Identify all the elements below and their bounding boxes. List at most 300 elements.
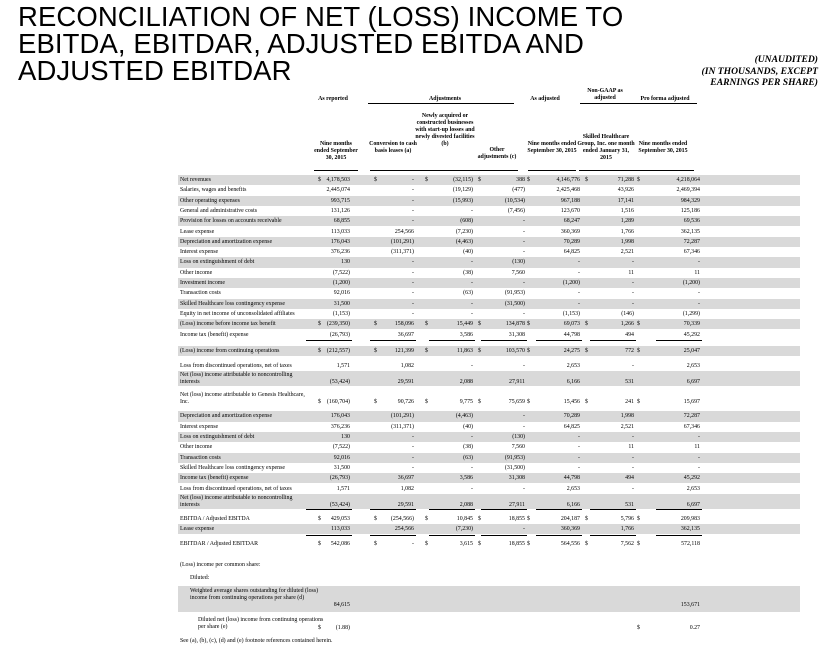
column-header: Conversion to cash basis leases (a) — [369, 141, 417, 154]
table-cell: (1,299) — [682, 310, 700, 317]
table-cell: (311,371) — [391, 249, 414, 256]
table-cell: - — [578, 464, 580, 471]
table-cell: 70,289 — [563, 238, 580, 245]
table-cell: - — [523, 485, 525, 492]
table-cell: 7,562 — [620, 541, 634, 548]
header-rule — [580, 103, 697, 104]
table-cell: 67,346 — [683, 423, 700, 430]
row-label: General and administrative costs — [180, 207, 258, 214]
table-cell: - — [632, 454, 634, 461]
row-label: Transaction costs — [180, 454, 221, 461]
table-cell: - — [523, 218, 525, 225]
table-cell: 45,292 — [683, 331, 700, 338]
total-rule — [481, 535, 527, 536]
table-cell: - — [578, 300, 580, 307]
dollar-sign: $ — [527, 321, 530, 328]
row-label: Net revenues — [180, 177, 211, 183]
table-cell: 360,369 — [560, 526, 580, 533]
table-cell: 64,825 — [563, 423, 580, 430]
table-cell: (63) — [463, 454, 473, 461]
eps-per-share-proforma: 0.27 — [689, 625, 700, 632]
total-rule — [370, 340, 416, 341]
dollar-sign: $ — [425, 541, 428, 548]
column-header-rule — [579, 170, 633, 171]
table-cell: 11 — [694, 269, 700, 276]
table-cell: - — [698, 259, 700, 266]
table-cell: - — [412, 177, 414, 183]
row-label: Income tax (benefit) expense — [180, 331, 249, 338]
table-cell: 2,653 — [566, 363, 580, 370]
table-cell: - — [412, 218, 414, 225]
table-cell: (1,200) — [682, 280, 700, 286]
row-label: Other income — [180, 444, 213, 451]
dollar-sign: $ — [478, 321, 481, 328]
row-label: Depreciation and amortization expense — [180, 238, 273, 245]
row-label: Lease expense — [180, 228, 215, 235]
table-cell: - — [471, 259, 473, 266]
table-cell: (32,115) — [453, 177, 473, 183]
table-cell: 125,186 — [680, 207, 700, 214]
dollar-sign: $ — [637, 321, 640, 328]
total-rule — [536, 509, 582, 510]
table-cell: (31,500) — [504, 300, 525, 307]
column-header-rule — [528, 170, 576, 171]
table-cell: (1,200) — [562, 280, 580, 286]
table-cell: 9,775 — [459, 399, 473, 406]
table-cell: 1,082 — [400, 363, 414, 370]
table-cell: 11 — [628, 444, 634, 451]
dollar-sign: $ — [318, 541, 321, 548]
row-label: Loss from discontinued operations, net of taxes — [180, 485, 292, 492]
table-cell: 130 — [341, 259, 350, 266]
row-label: Skilled Healthcare loss contingency expense — [180, 300, 286, 307]
table-cell: 4,178,503 — [326, 177, 350, 183]
table-cell: - — [578, 290, 580, 297]
table-cell: 11,863 — [457, 347, 473, 354]
table-cell: - — [471, 434, 473, 440]
table-cell: (38) — [463, 269, 473, 276]
table-cell: 69,073 — [563, 321, 580, 328]
table-cell: 72,287 — [683, 413, 700, 420]
table-cell: (91,953) — [504, 290, 525, 297]
table-cell: - — [471, 300, 473, 307]
table-cell: (4,463) — [455, 413, 473, 420]
dollar-sign: $ — [585, 347, 588, 354]
table-cell: 15,449 — [456, 321, 473, 328]
table-cell: 2,653 — [566, 485, 580, 492]
eps-per-share-label: Diluted net (loss) income from continuing operations per share (e) — [198, 617, 324, 631]
group-header-non-gaap: Non-GAAP as adjusted — [587, 88, 623, 101]
column-header-rule — [476, 170, 518, 171]
table-cell: 29,591 — [397, 501, 414, 508]
table-cell: 27,911 — [509, 379, 525, 386]
table-cell: - — [471, 207, 473, 214]
dollar-sign: $ — [585, 177, 588, 183]
table-cell: 10,845 — [456, 515, 473, 522]
row-label: Other income — [180, 269, 213, 276]
table-cell: - — [698, 434, 700, 440]
table-cell: 993,715 — [330, 197, 350, 204]
row-label: Loss on extinguishment of debt — [180, 434, 255, 440]
total-rule — [481, 509, 527, 510]
table-cell: 1,571 — [336, 485, 350, 492]
eps-wavg-proforma: 153,671 — [680, 602, 700, 609]
dollar-sign: $ — [425, 177, 428, 183]
table-cell: 1,516 — [620, 207, 634, 214]
table-cell: (212,557) — [326, 347, 350, 354]
table-cell: 1,998 — [620, 238, 634, 245]
dollar-sign: $ — [318, 625, 321, 632]
eps-wavg-label: Weighted average shares outstanding for diluted (loss) income from continuing operations per share (d) — [190, 588, 319, 602]
table-cell: 1,289 — [620, 218, 634, 225]
column-header-rule — [370, 170, 416, 171]
table-cell: 360,369 — [560, 228, 580, 235]
eps-per-share-reported: (1.88) — [335, 625, 350, 632]
table-cell: 176,043 — [330, 238, 350, 245]
dollar-sign: $ — [425, 347, 428, 354]
table-cell: (40) — [463, 249, 473, 256]
table-cell: 2,521 — [620, 249, 634, 256]
table-cell: 204,187 — [560, 515, 580, 522]
dollar-sign: $ — [527, 347, 530, 354]
dollar-sign: $ — [637, 541, 640, 548]
dollar-sign: $ — [637, 625, 640, 632]
dollar-sign: $ — [425, 321, 428, 328]
row-label: (Loss) income before income tax benefit — [180, 321, 276, 328]
table-cell: 18,855 — [508, 515, 525, 522]
table-cell: - — [471, 485, 473, 492]
table-cell: (130) — [512, 259, 525, 266]
group-header-pro-forma: Pro forma adjusted — [640, 96, 690, 102]
total-rule — [481, 340, 527, 341]
table-cell: (10,534) — [504, 197, 525, 204]
total-rule — [306, 509, 352, 510]
table-cell: 11 — [694, 444, 700, 451]
table-cell: 2,088 — [459, 501, 473, 508]
group-header-as-reported: As reported — [318, 96, 348, 102]
table-cell: - — [412, 207, 414, 214]
table-cell: - — [632, 280, 634, 286]
table-cell: - — [698, 454, 700, 461]
table-cell: - — [632, 363, 634, 370]
table-cell: 103,570 — [505, 347, 525, 354]
table-cell: 494 — [625, 475, 634, 482]
dollar-sign: $ — [374, 347, 377, 354]
table-cell: 1,998 — [620, 413, 634, 420]
page-title: RECONCILIATION OF NET (LOSS) INCOME TO EBITDA, EBITDAR, ADJUSTED EBITDA AND ADJUSTED EBITDAR — [18, 1, 624, 86]
table-cell: 1,082 — [400, 485, 414, 492]
table-cell: 2,088 — [459, 379, 473, 386]
column-header: Other adjustments (c) — [477, 147, 517, 160]
dollar-sign: $ — [318, 399, 321, 406]
table-cell: 4,146,776 — [556, 177, 580, 183]
column-header-rule — [314, 170, 358, 171]
total-rule — [429, 535, 475, 536]
total-rule — [590, 340, 636, 341]
eps-wavg-reported: 84,615 — [333, 602, 350, 609]
table-cell: 572,118 — [681, 541, 700, 548]
table-cell: 6,166 — [566, 501, 580, 508]
row-label: Net (loss) income attributable to noncontrolling interests — [180, 494, 293, 508]
eps-heading: (Loss) income per common share: — [180, 562, 261, 569]
table-cell: (311,371) — [391, 423, 414, 430]
table-cell: - — [632, 290, 634, 297]
table-cell: 3,586 — [459, 331, 473, 338]
table-cell: (130) — [512, 434, 525, 440]
dollar-sign: $ — [318, 347, 321, 354]
table-cell: 176,043 — [330, 413, 350, 420]
table-cell: - — [471, 363, 473, 370]
table-cell: 542,086 — [330, 541, 350, 548]
table-cell: - — [471, 464, 473, 471]
table-cell: 17,141 — [617, 197, 634, 204]
table-cell: 27,911 — [509, 501, 525, 508]
table-cell: 531 — [625, 379, 634, 386]
dollar-sign: $ — [374, 177, 377, 183]
column-header: Newly acquired or constructed businesses with start-up losses and newly divested facilities (b) — [415, 113, 475, 147]
table-cell: 3,615 — [459, 541, 473, 548]
table-cell: 92,016 — [333, 454, 350, 461]
table-cell: - — [412, 444, 414, 451]
table-cell: (26,793) — [329, 331, 350, 338]
column-header-rule — [414, 170, 476, 171]
row-label: Loss from discontinued operations, net of taxes — [180, 363, 292, 370]
total-rule — [536, 535, 582, 536]
table-cell: (1,153) — [332, 310, 350, 317]
table-cell: 130 — [341, 434, 350, 440]
total-rule — [656, 340, 702, 341]
table-cell: - — [632, 300, 634, 307]
table-cell: 18,855 — [508, 541, 525, 548]
row-label: Investment income — [180, 280, 225, 286]
table-cell: 90,726 — [397, 399, 414, 406]
table-cell: 1,766 — [620, 228, 634, 235]
table-cell: - — [412, 541, 414, 548]
table-cell: 2,653 — [686, 485, 700, 492]
table-cell: 71,288 — [617, 177, 634, 183]
table-cell: (19,129) — [452, 187, 473, 194]
table-cell: 376,236 — [330, 423, 350, 430]
table-cell: 29,591 — [397, 379, 414, 386]
table-cell: 2,521 — [620, 423, 634, 430]
table-cell: 70,289 — [563, 413, 580, 420]
table-cell: - — [523, 413, 525, 420]
table-cell: - — [412, 300, 414, 307]
column-header: Nine months ended September 30, 2015 — [527, 141, 577, 154]
table-cell: (146) — [621, 310, 634, 317]
table-cell: 113,033 — [331, 526, 350, 533]
dollar-sign: $ — [585, 541, 588, 548]
table-cell: 241 — [625, 399, 634, 406]
total-rule — [306, 535, 352, 536]
table-cell: 494 — [625, 331, 634, 338]
row-label: Lease expense — [180, 526, 215, 533]
table-cell: (91,953) — [504, 454, 525, 461]
table-cell: 984,329 — [680, 197, 700, 204]
dollar-sign: $ — [585, 515, 588, 522]
table-cell: 72,287 — [683, 238, 700, 245]
dollar-sign: $ — [478, 399, 481, 406]
table-cell: 68,247 — [563, 218, 580, 225]
table-cell: 31,500 — [333, 300, 350, 307]
dollar-sign: $ — [478, 515, 481, 522]
table-cell: - — [698, 464, 700, 471]
table-cell: 209,983 — [680, 515, 700, 522]
dollar-sign: $ — [527, 399, 530, 406]
table-cell: (101,291) — [390, 238, 414, 245]
table-cell: 69,536 — [683, 218, 700, 225]
dollar-sign: $ — [478, 177, 481, 183]
table-cell: 15,456 — [563, 399, 580, 406]
table-cell: - — [698, 290, 700, 297]
table-cell: - — [632, 464, 634, 471]
row-label: Equity in net income of unconsolidated affiliates — [180, 310, 295, 317]
table-cell: 564,556 — [560, 541, 580, 548]
table-cell: 6,697 — [686, 379, 700, 386]
column-header-rule — [632, 170, 694, 171]
total-rule — [536, 340, 582, 341]
table-cell: (26,793) — [329, 475, 350, 482]
table-cell: 967,188 — [560, 197, 580, 204]
table-cell: 36,697 — [397, 475, 414, 482]
table-cell: (7,230) — [455, 526, 473, 533]
row-label: Salaries, wages and benefits — [180, 187, 247, 194]
table-cell: - — [698, 300, 700, 307]
table-cell: (63) — [463, 290, 473, 297]
table-cell: 1,266 — [620, 321, 634, 328]
table-cell: - — [523, 280, 525, 286]
table-cell: - — [471, 310, 473, 317]
table-cell: 11 — [628, 269, 634, 276]
table-cell: 772 — [625, 347, 634, 354]
table-cell: (7,522) — [332, 444, 350, 451]
table-cell: 75,659 — [508, 399, 525, 406]
row-label: Net (loss) income attributable to Genesis Healthcare, Inc. — [180, 392, 305, 406]
dollar-sign: $ — [318, 321, 321, 328]
table-cell: - — [578, 259, 580, 266]
row-label: Transaction costs — [180, 290, 221, 297]
row-label: Net (loss) income attributable to noncontrolling interests — [180, 372, 293, 386]
table-cell: 15,697 — [683, 399, 700, 406]
row-label: Provision for losses on accounts receivable — [180, 218, 282, 225]
eps-diluted-label: Diluted: — [190, 575, 210, 582]
total-rule — [429, 340, 475, 341]
table-cell: - — [412, 464, 414, 471]
table-cell: - — [523, 228, 525, 235]
table-cell: (160,704) — [326, 399, 350, 406]
table-cell: 44,798 — [563, 475, 580, 482]
table-cell: 3,586 — [459, 475, 473, 482]
table-cell: 254,566 — [394, 228, 414, 235]
table-cell: 158,096 — [394, 321, 414, 328]
table-cell: - — [578, 269, 580, 276]
table-cell: 44,798 — [563, 331, 580, 338]
table-cell: (254,566) — [390, 515, 414, 522]
table-cell: - — [412, 197, 414, 204]
table-cell: - — [523, 526, 525, 533]
row-label: Depreciation and amortization expense — [180, 413, 273, 420]
table-cell: - — [471, 280, 473, 286]
table-cell: 131,126 — [330, 207, 350, 214]
table-cell: (1,153) — [562, 310, 580, 317]
dollar-sign: $ — [527, 515, 530, 522]
table-cell: - — [412, 290, 414, 297]
row-label: Skilled Healthcare loss contingency expense — [180, 464, 286, 471]
group-header-adjustments: Adjustments — [428, 96, 462, 102]
dollar-sign: $ — [425, 515, 428, 522]
table-cell: 7,560 — [511, 444, 525, 451]
table-cell: 24,275 — [563, 347, 580, 354]
table-cell: - — [578, 454, 580, 461]
table-cell: 70,339 — [683, 321, 700, 328]
table-cell: (4,463) — [455, 238, 473, 245]
table-cell: (15,993) — [452, 197, 473, 204]
table-cell: 67,346 — [683, 249, 700, 256]
table-cell: - — [523, 363, 525, 370]
dollar-sign: $ — [318, 515, 321, 522]
table-cell: - — [578, 434, 580, 440]
total-rule — [370, 535, 416, 536]
row-label: Other operating expenses — [180, 197, 240, 204]
table-cell: 388 — [516, 177, 525, 183]
row-label: Interest expense — [180, 249, 219, 256]
dollar-sign: $ — [527, 177, 530, 183]
table-cell: (38) — [463, 444, 473, 451]
table-cell: 43,926 — [617, 187, 634, 194]
table-cell: (7,522) — [332, 269, 350, 276]
dollar-sign: $ — [585, 321, 588, 328]
table-cell: 121,399 — [394, 347, 414, 354]
row-label: Interest expense — [180, 423, 219, 430]
table-cell: 2,425,468 — [556, 187, 580, 194]
table-cell: 2,653 — [686, 363, 700, 370]
table-cell: 113,033 — [331, 228, 350, 235]
footnote: See (a), (b), (c), (d) and (e) footnote references contained herein. — [180, 638, 333, 645]
table-cell: 134,878 — [505, 321, 525, 328]
dollar-sign: $ — [637, 399, 640, 406]
table-cell: - — [632, 485, 634, 492]
table-cell: 362,135 — [680, 228, 700, 235]
table-cell: - — [523, 423, 525, 430]
column-header: Nine months ended September 30, 2015 — [638, 141, 688, 154]
table-cell: 64,825 — [563, 249, 580, 256]
total-rule — [590, 535, 636, 536]
total-rule — [370, 509, 416, 510]
table-cell: - — [412, 280, 414, 286]
dollar-sign: $ — [637, 515, 640, 522]
table-cell: (31,500) — [504, 464, 525, 471]
group-header-as-adjusted: As adjusted — [530, 96, 560, 102]
dollar-sign: $ — [637, 347, 640, 354]
table-cell: 2,445,074 — [326, 187, 350, 194]
dollar-sign: $ — [374, 515, 377, 522]
total-rule — [429, 509, 475, 510]
table-cell: 31,308 — [508, 475, 525, 482]
table-cell: - — [632, 434, 634, 440]
dollar-sign: $ — [425, 399, 428, 406]
table-cell: - — [412, 259, 414, 266]
row-label: (Loss) income from continuing operations — [180, 347, 280, 354]
row-label: Loss on extinguishment of debt — [180, 259, 255, 266]
column-header: Skilled Healthcare Group, Inc. one month ended January 31, 2015 — [577, 134, 635, 161]
table-cell: (477) — [512, 187, 525, 194]
dollar-sign: $ — [374, 399, 377, 406]
table-cell: 1,766 — [620, 526, 634, 533]
table-cell: 5,796 — [620, 515, 634, 522]
table-cell: (7,456) — [507, 207, 525, 214]
dollar-sign: $ — [318, 177, 321, 183]
table-cell: 68,855 — [333, 218, 350, 225]
